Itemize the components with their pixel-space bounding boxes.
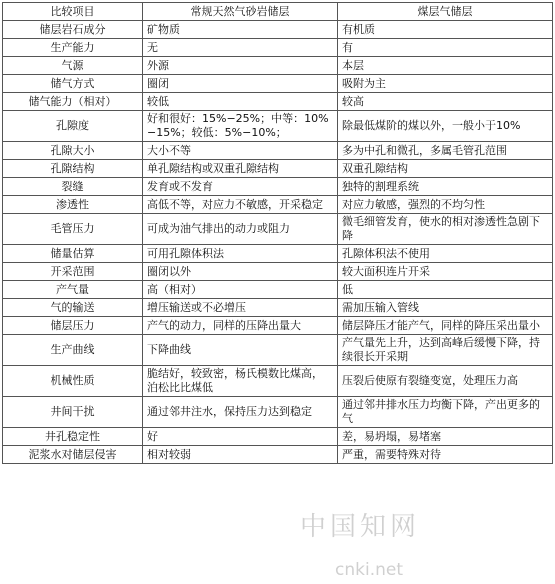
row-conventional-cell: 大小不等	[143, 142, 338, 160]
row-conventional-cell: 脆结好，较致密，杨氏模数比煤高，泊松比比煤低	[143, 366, 338, 397]
row-conventional-cell: 相对较弱	[143, 446, 338, 464]
row-item-cell: 生产能力	[3, 39, 143, 57]
table-row	[3, 428, 553, 446]
table-row	[3, 299, 553, 317]
row-item-cell: 孔隙大小	[3, 142, 143, 160]
row-cbm-cell: 独特的割理系统	[338, 178, 553, 196]
table-row	[3, 142, 553, 160]
table-row	[3, 21, 553, 39]
row-item-cell: 毛管压力	[3, 214, 143, 245]
table-row	[3, 366, 553, 397]
row-cbm-cell: 微毛细管发育，使水的相对渗透性急剧下降	[338, 214, 553, 245]
row-cbm-cell: 多为中孔和微孔，多属毛管孔范围	[338, 142, 553, 160]
row-cbm-cell: 较高	[338, 93, 553, 111]
table-row	[3, 281, 553, 299]
row-cbm-cell: 双重孔隙结构	[338, 160, 553, 178]
row-conventional-cell: 外源	[143, 57, 338, 75]
row-conventional-cell: 高低不等，对应力不敏感，开采稳定	[143, 196, 338, 214]
table-row	[3, 178, 553, 196]
row-item-cell: 井孔稳定性	[3, 428, 143, 446]
row-item-cell: 生产曲线	[3, 335, 143, 366]
table-row	[3, 317, 553, 335]
row-item-cell: 开采范围	[3, 263, 143, 281]
header-conventional: 常规天然气砂岩储层	[143, 3, 338, 21]
row-cbm-cell: 低	[338, 281, 553, 299]
table-body	[3, 21, 553, 464]
row-item-cell: 储层岩石成分	[3, 21, 143, 39]
row-conventional-cell: 可用孔隙体积法	[143, 245, 338, 263]
table-row	[3, 245, 553, 263]
row-cbm-cell: 产气量先上升，达到高峰后缓慢下降，持续很长开采期	[338, 335, 553, 366]
table-row	[3, 75, 553, 93]
row-conventional-cell: 发育或不发育	[143, 178, 338, 196]
row-item-cell: 储气方式	[3, 75, 143, 93]
row-cbm-cell: 储层降压才能产气，同样的降压采出量小	[338, 317, 553, 335]
header-item: 比较项目	[3, 3, 143, 21]
row-conventional-cell: 单孔隙结构或双重孔隙结构	[143, 160, 338, 178]
row-item-cell: 泥浆水对储层侵害	[3, 446, 143, 464]
table-row	[3, 196, 553, 214]
header-cbm: 煤层气储层	[338, 3, 553, 21]
row-item-cell: 储气能力（相对）	[3, 93, 143, 111]
row-item-cell: 气的输送	[3, 299, 143, 317]
row-item-cell: 气源	[3, 57, 143, 75]
row-conventional-cell: 圈闭	[143, 75, 338, 93]
table-row	[3, 446, 553, 464]
row-conventional-cell: 可成为油气排出的动力或阻力	[143, 214, 338, 245]
row-conventional-cell: 通过邻井注水，保持压力达到稳定	[143, 397, 338, 428]
watermark-url: cnki.net	[335, 560, 403, 580]
row-cbm-cell: 差，易坍塌，易堵塞	[338, 428, 553, 446]
row-conventional-cell: 下降曲线	[143, 335, 338, 366]
table-row	[3, 93, 553, 111]
table-row	[3, 397, 553, 428]
row-conventional-cell: 高（相对）	[143, 281, 338, 299]
row-cbm-cell: 严重，需要特殊对待	[338, 446, 553, 464]
row-conventional-cell: 无	[143, 39, 338, 57]
table-row	[3, 111, 553, 142]
row-cbm-cell: 本层	[338, 57, 553, 75]
row-item-cell: 储层压力	[3, 317, 143, 335]
table-row	[3, 57, 553, 75]
header-row	[3, 3, 553, 21]
row-cbm-cell: 吸附为主	[338, 75, 553, 93]
row-item-cell: 孔隙度	[3, 111, 143, 142]
row-item-cell: 渗透性	[3, 196, 143, 214]
row-item-cell: 孔隙结构	[3, 160, 143, 178]
row-cbm-cell: 需加压输入管线	[338, 299, 553, 317]
row-cbm-cell: 有机质	[338, 21, 553, 39]
row-conventional-cell: 圈闭以外	[143, 263, 338, 281]
row-cbm-cell: 通过邻井排水压力均衡下降，产出更多的气	[338, 397, 553, 428]
row-item-cell: 裂缝	[3, 178, 143, 196]
row-conventional-cell: 产气的动力，同样的压降出量大	[143, 317, 338, 335]
table-row	[3, 335, 553, 366]
table-row	[3, 160, 553, 178]
row-cbm-cell: 较大面积连片开采	[338, 263, 553, 281]
row-item-cell: 产气量	[3, 281, 143, 299]
row-item-cell: 井间干扰	[3, 397, 143, 428]
row-item-cell: 机械性质	[3, 366, 143, 397]
row-item-cell: 储量估算	[3, 245, 143, 263]
row-conventional-cell: 增压输送或不必增压	[143, 299, 338, 317]
table-row	[3, 214, 553, 245]
table-row	[3, 39, 553, 57]
row-cbm-cell: 对应力敏感，强烈的不均匀性	[338, 196, 553, 214]
watermark-logo: 中国知网	[300, 512, 421, 542]
row-conventional-cell: 矿物质	[143, 21, 338, 39]
row-cbm-cell: 除最低煤阶的煤以外，一般小于10%	[338, 111, 553, 142]
row-cbm-cell: 有	[338, 39, 553, 57]
comparison-table	[2, 2, 553, 464]
row-conventional-cell: 好和很好：15%−25%；中等：10%−15%；较低：5%−10%；	[143, 111, 338, 142]
row-conventional-cell: 好	[143, 428, 338, 446]
row-cbm-cell: 压裂后使原有裂缝变宽，处理压力高	[338, 366, 553, 397]
row-cbm-cell: 孔隙体积法不使用	[338, 245, 553, 263]
table-row	[3, 263, 553, 281]
row-conventional-cell: 较低	[143, 93, 338, 111]
